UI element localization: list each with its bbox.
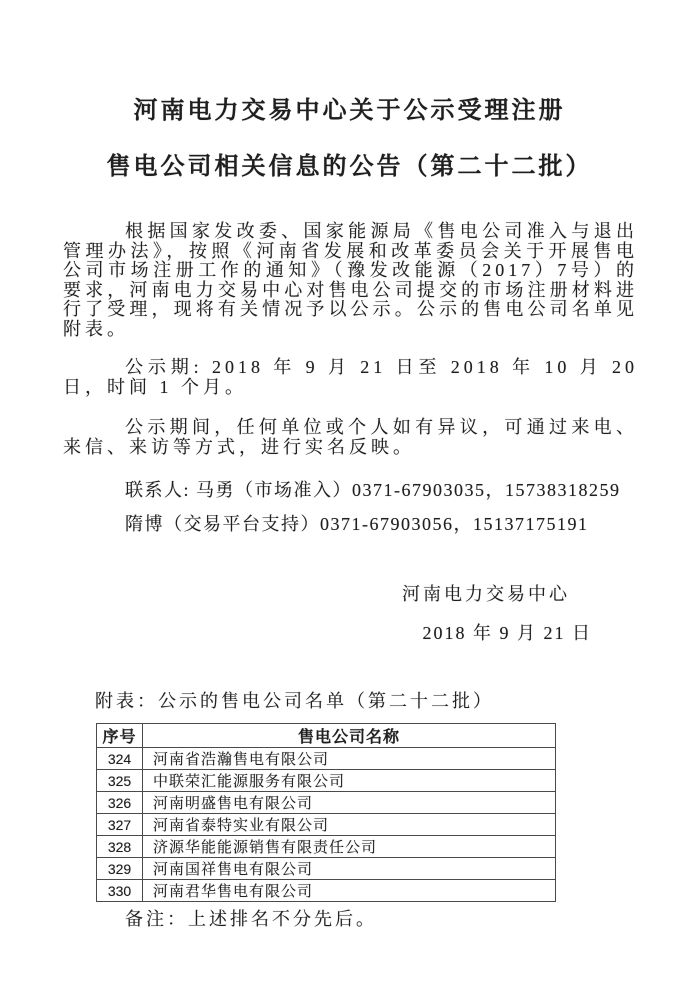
signature-organization: 河南电力交易中心: [402, 584, 570, 604]
paragraph-intro: 根据国家发改委、国家能源局《售电公司准入与退出管理办法》，按照《河南省发展和改革委员会关于开展售电公司市场注册工作的通知》（豫发改能源（2017）7号）的要求，河南电力交易中心对售电公司提交的市场注册材料进行了受理，现将有关情况予以公示。公示的售电公司名单见附表。: [63, 221, 638, 339]
contact-line-platform-support: 隋博（交易平台支持）0371-67903056，15137175191: [125, 514, 589, 534]
signature-date: 2018 年 9 月 21 日: [422, 623, 592, 643]
contact-line-market-access: 联系人: 马勇（市场准入）0371-67903035，15738318259: [125, 480, 621, 500]
table-row: [97, 836, 556, 858]
row-company-name: 河南国祥售电有限公司: [143, 858, 556, 880]
row-company-name: 河南省浩瀚售电有限公司: [143, 748, 556, 770]
table-row: [97, 858, 556, 880]
paragraph-objection-channels: 公示期间，任何单位或个人如有异议，可通过来电、来信、来访等方式，进行实名反映。: [63, 417, 638, 457]
table-row: [97, 770, 556, 792]
row-no: 328: [97, 836, 143, 858]
row-no: 327: [97, 814, 143, 836]
table-row: [97, 748, 556, 770]
row-no: 325: [97, 770, 143, 792]
row-company-name: 河南明盛售电有限公司: [143, 792, 556, 814]
table-header-company-name: 售电公司名称: [143, 724, 556, 748]
document-title-line2: 售电公司相关信息的公告（第二十二批）: [106, 154, 593, 180]
row-company-name: 河南君华售电有限公司: [143, 880, 556, 902]
table-row: [97, 814, 556, 836]
table-row: [97, 880, 556, 902]
row-no: 329: [97, 858, 143, 880]
document-title-line1: 河南电力交易中心关于公示受理注册: [133, 98, 566, 124]
row-company-name: 河南省泰特实业有限公司: [143, 814, 556, 836]
table-row: [97, 792, 556, 814]
table-header-row: [97, 724, 556, 748]
company-table: [96, 723, 556, 902]
row-no: 326: [97, 792, 143, 814]
table-header-no: 序号: [97, 724, 143, 748]
row-company-name: 济源华能能源销售有限责任公司: [143, 836, 556, 858]
row-no: 330: [97, 880, 143, 902]
paragraph-publicity-period: 公示期: 2018 年 9 月 21 日至 2018 年 10 月 20 日，时间 1 个月。: [63, 357, 638, 397]
row-company-name: 中联荣汇能源服务有限公司: [143, 770, 556, 792]
attachment-label: 附表：公示的售电公司名单（第二十二批）: [95, 691, 494, 711]
row-no: 324: [97, 748, 143, 770]
remark-note: 备注：上述排名不分先后。: [125, 909, 377, 929]
